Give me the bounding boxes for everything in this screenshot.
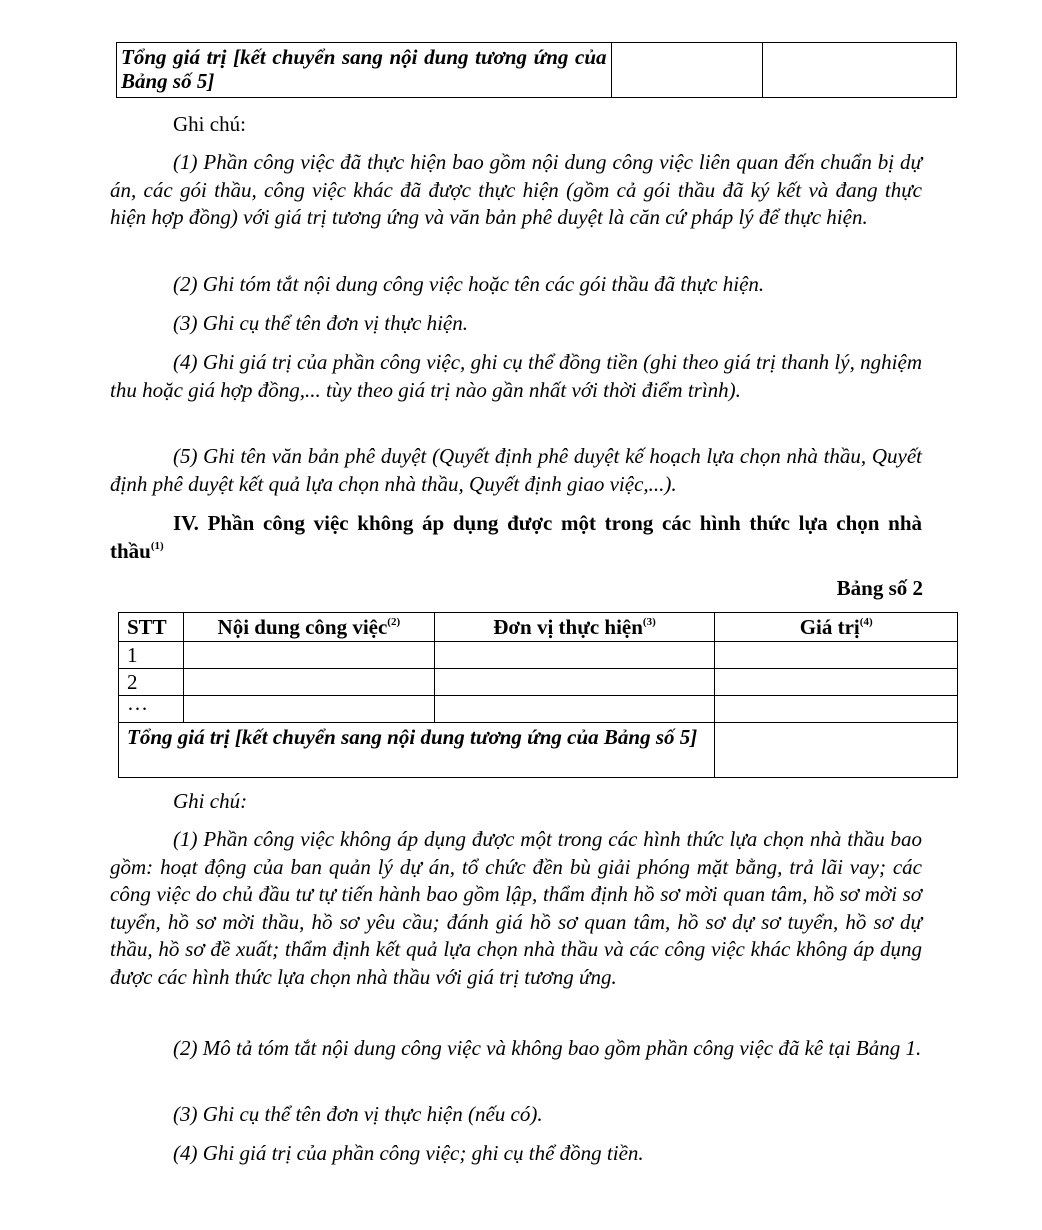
- section-heading-text: IV. Phần công việc không áp dụng được một trong các hình thức lựa chọn nhà thầu: [110, 511, 922, 563]
- total-value-label: Tổng giá trị [kết chuyển sang nội dung tương ứng của Bảng số 5]: [117, 43, 612, 98]
- table-cell: [434, 642, 715, 669]
- table-cell: [434, 669, 715, 696]
- table-total-row: [117, 43, 957, 98]
- table-cell: [715, 696, 958, 723]
- table-cell: [434, 696, 715, 723]
- table-label: Bảng số 2: [836, 576, 923, 600]
- notes-title: Ghi chú:: [173, 112, 246, 136]
- table-cell: [762, 43, 956, 98]
- column-header-value: Giá trị$^{(4)}$: [715, 613, 958, 642]
- column-header-stt: STT: [119, 613, 184, 642]
- section-heading: [110, 510, 922, 565]
- table-row: [119, 669, 958, 696]
- work-items-table: [118, 612, 958, 778]
- table-header-row: [119, 613, 958, 642]
- table-cell: [715, 723, 958, 778]
- row-number: 1: [119, 642, 184, 669]
- note-item: (4) Ghi giá trị của phần công việc; ghi cụ thể đồng tiền.: [173, 1141, 644, 1165]
- note-item: (3) Ghi cụ thể tên đơn vị thực hiện.: [173, 311, 468, 335]
- summary-table-continued: [116, 42, 957, 98]
- row-number: …: [119, 696, 184, 723]
- note-item: (2) Mô tả tóm tắt nội dung công việc và không bao gồm phần công việc đã kê tại Bảng 1.: [173, 1036, 922, 1060]
- column-header-content: Nội dung công việc$^{(2)}$: [183, 613, 434, 642]
- footnote-marker: (1): [150, 539, 164, 552]
- note-item: (2) Ghi tóm tắt nội dung công việc hoặc tên các gói thầu đã thực hiện.: [173, 272, 765, 296]
- row-number: 2: [119, 669, 184, 696]
- column-header-unit: Đơn vị thực hiện$^{(3)}$: [434, 613, 715, 642]
- note-item: (4) Ghi giá trị của phần công việc, ghi cụ thể đồng tiền (ghi theo giá trị thanh lý, nghiệm thu hoặc giá hợp đồng,... tùy theo giá trị nào gần nhất với thời điểm trình).: [110, 350, 922, 402]
- note-item: (5) Ghi tên văn bản phê duyệt (Quyết định phê duyệt kế hoạch lựa chọn nhà thầu, Quyết định phê duyệt kết quả lựa chọn nhà thầu, Quyết định giao việc,...).: [110, 444, 922, 496]
- table-row: [119, 642, 958, 669]
- table-cell: [183, 669, 434, 696]
- table-cell: [715, 669, 958, 696]
- note-item: (3) Ghi cụ thể tên đơn vị thực hiện (nếu có).: [173, 1102, 543, 1126]
- table-cell: [183, 642, 434, 669]
- total-value-label: Tổng giá trị [kết chuyển sang nội dung tương ứng của Bảng số 5]: [119, 723, 715, 778]
- table-cell: [611, 43, 762, 98]
- table-cell: [183, 696, 434, 723]
- table-row: [119, 696, 958, 723]
- note-item: (1) Phần công việc đã thực hiện bao gồm nội dung công việc liên quan đến chuẩn bị dự án, các gói thầu, công việc khác đã được thực hiện (gồm cả gói thầu đã ký kết và đang thực hiện hợp đồng) với giá trị tương ứng và văn bản phê duyệt là căn cứ pháp lý để thực hiện.: [110, 150, 922, 229]
- table-cell: [715, 642, 958, 669]
- table-total-row: [119, 723, 958, 778]
- note-item: (1) Phần công việc không áp dụng được một trong các hình thức lựa chọn nhà thầu bao gồm: hoạt động của ban quản lý dự án, tổ chức đền bù giải phóng mặt bằng, trả lãi vay; các công việc do chủ đầu tư tự tiến hành bao gồm lập, thẩm định hồ sơ mời quan tâm, hồ sơ mời sơ tuyển, hồ sơ mời thầu, hồ sơ yêu cầu; đánh giá hồ sơ quan tâm, hồ sơ dự sơ tuyển, hồ sơ dự thầu, hồ sơ đề xuất; thẩm định kết quả lựa chọn nhà thầu và các công việc khác không áp dụng được các hình thức lựa chọn nhà thầu với giá trị tương ứng.: [110, 827, 922, 989]
- notes-title: Ghi chú:: [173, 789, 248, 813]
